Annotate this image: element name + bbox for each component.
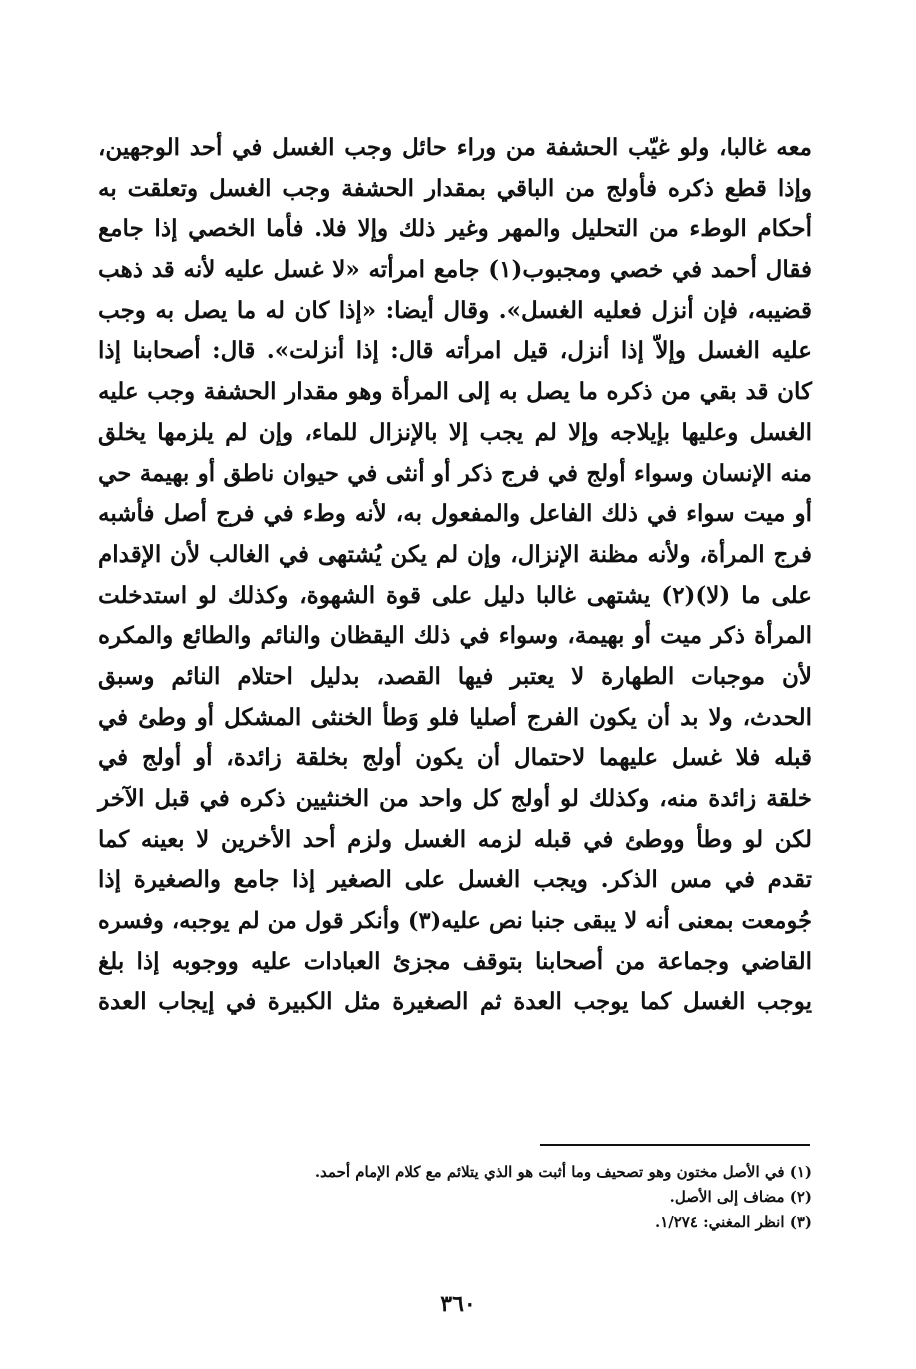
footnote-2: (٢) مضاف إلى الأصل. — [669, 1188, 812, 1206]
text-line: تقدم في مس الذكر. ويجب الغسل على الصغير إذا جامع والصغيرة إذا — [98, 866, 812, 894]
text-line: القاضي وجماعة من أصحابنا بتوقف مجزئ العبادات عليه ووجوبه إذا بلغ — [98, 947, 812, 975]
footnote-3: (٣) انظر المغني: ١/٢٧٤. — [654, 1213, 812, 1231]
main-text-block — [98, 128, 812, 1023]
text-line: الحدث، ولا بد أن يكون الفرج أصليا فلو وَطأ الخنثى المشكل أو وطئ في — [98, 703, 812, 731]
text-line: أو ميت سواء في ذلك الفاعل والمفعول به، لأنه وطء في فرج أصل فأشبه — [98, 500, 812, 528]
text-line: لأن موجبات الطهارة لا يعتبر فيها القصد، بدليل احتلام النائم وسبق — [98, 662, 812, 690]
text-line: الغسل وعليها بإيلاجه وإلا لم يجب إلا بالإنزال للماء، وإن لم يلزمها يخلق — [98, 418, 812, 446]
text-line: خلقة زائدة منه، وكذلك لو أولج كل واحد من الخنثيين ذكره في قبل الآخر — [98, 785, 812, 812]
text-line: عليه الغسل وإلاّ إذا أنزل، قيل امرأته قال: إذا أنزلت». قال: أصحابنا إذا — [98, 337, 812, 365]
text-line: كان قد بقي من ذكره ما يصل به إلى المرأة وهو مقدار الحشفة وجب عليه — [98, 378, 813, 406]
text-line: معه غالبا، ولو غيّب الحشفة من وراء حائل وجب الغسل في أحد الوجهين، — [98, 134, 812, 161]
text-line: وإذا قطع ذكره فأولج من الباقي بمقدار الحشفة وجب الغسل وتعلقت به — [98, 174, 812, 202]
text-line: يوجب الغسل كما يوجب العدة ثم الصغيرة مثل الكبيرة في إيجاب العدة — [98, 988, 812, 1016]
footnotes-block — [200, 1160, 812, 1235]
text-line: قبله فلا غسل عليهما لاحتمال أن يكون أولج بخلقة زائدة، أو أولج في — [98, 744, 812, 772]
text-line: منه الإنسان وسواء أولج في فرج ذكر أو أنثى في حيوان ناطق أو بهيمة حي — [98, 459, 812, 487]
text-line: فقال أحمد في خصي ومجبوب(١) جامع امرأته «لا غسل عليه لأنه قد ذهب — [98, 256, 812, 284]
text-line: فرج المرأة، ولأنه مظنة الإنزال، وإن لم يكن يُشتهى في الغالب لأن الإقدام — [98, 540, 812, 568]
footnote-1: (١) في الأصل مختون وهو تصحيف وما أثبت هو الذي يتلائم مع كلام الإمام أحمد. — [314, 1163, 812, 1181]
page-number: ٣٦٠ — [440, 1291, 476, 1317]
text-line: جُومعت بمعنى أنه لا يبقى جنبا نص عليه(٣) وأنكر قول من لم يوجبه، وفسره — [98, 908, 813, 935]
text-line: لكن لو وطأ ووطئ في قبله لزمه الغسل ولزم أحد الأخرين لا بعينه كما — [98, 825, 812, 853]
footnote-divider — [540, 1144, 810, 1146]
text-line: أحكام الوطء من التحليل والمهر وغير ذلك وإلا فلا. فأما الخصي إذا جامع — [98, 215, 812, 243]
text-line: المرأة ذكر ميت أو بهيمة، وسواء في ذلك اليقظان والنائم والطائع والمكره — [98, 622, 812, 650]
text-line: على ما (لا)(٢) يشتهى غالبا دليل على قوة الشهوة، وكذلك لو استدخلت — [98, 581, 812, 609]
text-line: قضيبه، فإن أنزل فعليه الغسل». وقال أيضا: «إذا كان له ما يصل به وجب — [98, 296, 812, 324]
